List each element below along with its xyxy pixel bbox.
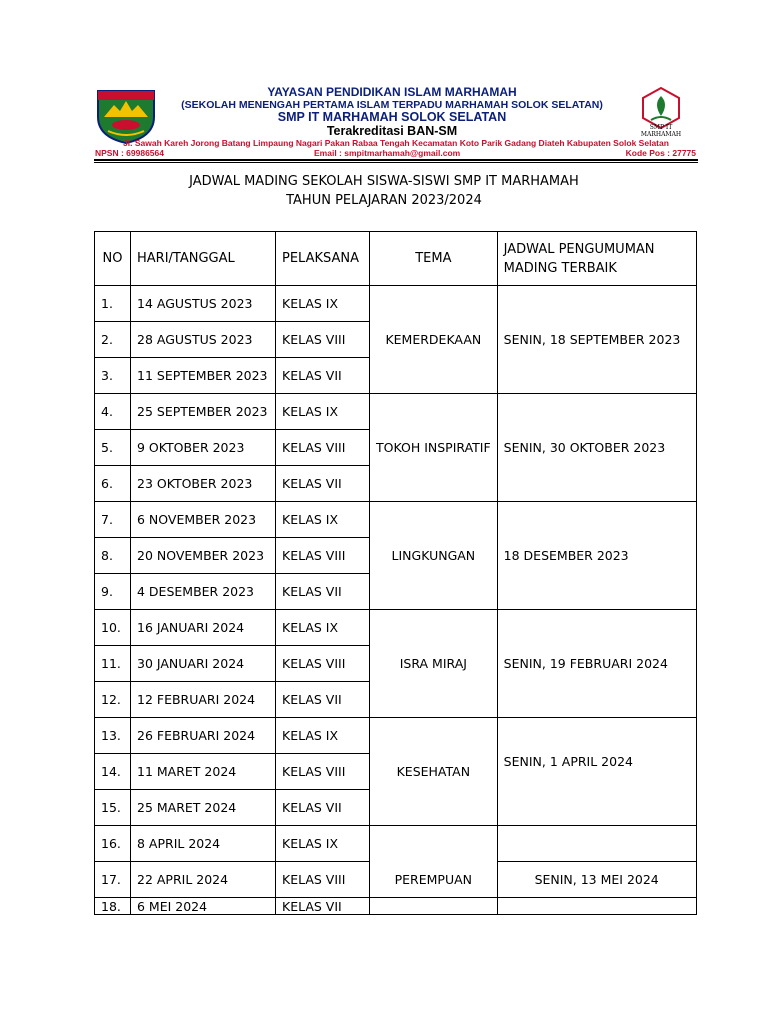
school-address: Jl. Sawah Kareh Jorong Batang Limpaung Nagari Pakan Rabaa Tengah Kecamatan Koto Parik Gadang Diateh Kabupaten Solok Selatan	[123, 138, 669, 148]
row-no: 11.	[95, 646, 131, 682]
row-executor: KELAS IX	[276, 826, 370, 862]
row-no: 1.	[95, 286, 131, 322]
row-no: 8.	[95, 538, 131, 574]
document-subtitle: TAHUN PELAJARAN 2023/2024	[286, 193, 482, 208]
table-row	[95, 826, 697, 862]
table-row	[95, 898, 697, 915]
letterhead-divider-thin	[94, 162, 698, 163]
row-executor: KELAS VIII	[276, 646, 370, 682]
row-date: 12 FEBRUARI 2024	[131, 682, 276, 718]
header-executor: PELAKSANA	[276, 232, 370, 286]
theme-spacer	[370, 826, 498, 862]
row-executor: KELAS VII	[276, 466, 370, 502]
row-no: 2.	[95, 322, 131, 358]
group-theme: KEMERDEKAAN	[370, 286, 498, 394]
row-no: 4.	[95, 394, 131, 430]
row-executor: KELAS IX	[276, 502, 370, 538]
school-logo-caption-line-1: SMP IT	[649, 124, 673, 131]
row-date: 11 MARET 2024	[131, 754, 276, 790]
row-no: 3.	[95, 358, 131, 394]
table-row	[95, 862, 697, 898]
group-announcement: SENIN, 1 APRIL 2024	[497, 718, 696, 826]
row-no: 12.	[95, 682, 131, 718]
foundation-name: YAYASAN PENDIDIKAN ISLAM MARHAMAH	[267, 85, 517, 99]
row-date: 25 MARET 2024	[131, 790, 276, 826]
group-theme: TOKOH INSPIRATIF	[370, 394, 498, 502]
row-no: 14.	[95, 754, 131, 790]
group-theme: KESEHATAN	[370, 718, 498, 826]
row-executor: KELAS VIII	[276, 862, 370, 898]
header-theme: TEMA	[370, 232, 498, 286]
school-name: SMP IT MARHAMAH SOLOK SELATAN	[277, 110, 507, 124]
school-logo-caption-line-2: MARHAMAH	[640, 131, 682, 138]
row-no: 6.	[95, 466, 131, 502]
table-row	[95, 610, 697, 646]
row-no: 13.	[95, 718, 131, 754]
group-announcement: SENIN, 30 OKTOBER 2023	[497, 394, 696, 502]
header-no: NO	[95, 232, 131, 286]
row-date: 28 AGUSTUS 2023	[131, 322, 276, 358]
row-no: 10.	[95, 610, 131, 646]
letterhead-divider	[94, 159, 698, 161]
announcement-empty-cell	[497, 898, 696, 915]
row-date: 6 NOVEMBER 2023	[131, 502, 276, 538]
row-date: 9 OKTOBER 2023	[131, 430, 276, 466]
group-announcement: 18 DESEMBER 2023	[497, 502, 696, 610]
row-date: 25 SEPTEMBER 2023	[131, 394, 276, 430]
row-date: 22 APRIL 2024	[131, 862, 276, 898]
table-row	[95, 718, 697, 754]
row-date: 26 FEBRUARI 2024	[131, 718, 276, 754]
group-announcement: SENIN, 13 MEI 2024	[497, 862, 696, 898]
row-executor: KELAS VII	[276, 790, 370, 826]
row-executor: KELAS VII	[276, 574, 370, 610]
group-theme: ISRA MIRAJ	[370, 610, 498, 718]
row-executor: KELAS IX	[276, 394, 370, 430]
row-executor: KELAS IX	[276, 718, 370, 754]
row-date: 6 MEI 2024	[131, 898, 276, 915]
table-row	[95, 286, 697, 322]
row-date: 4 DESEMBER 2023	[131, 574, 276, 610]
header-announcement: JADWAL PENGUMUMAN MADING TERBAIK	[497, 232, 696, 286]
row-no: 7.	[95, 502, 131, 538]
row-executor: KELAS VIII	[276, 322, 370, 358]
row-executor: KELAS VII	[276, 898, 370, 915]
table-row	[95, 394, 697, 430]
row-executor: KELAS VII	[276, 358, 370, 394]
mading-schedule-table	[94, 231, 697, 915]
row-date: 30 JANUARI 2024	[131, 646, 276, 682]
header-date: HARI/TANGGAL	[131, 232, 276, 286]
theme-empty-cell	[370, 898, 498, 915]
school-email: Email : smpitmarhamah@gmail.com	[314, 148, 461, 158]
row-executor: KELAS VIII	[276, 430, 370, 466]
row-executor: KELAS IX	[276, 610, 370, 646]
row-no: 17.	[95, 862, 131, 898]
postal-code: Kode Pos : 27775	[625, 148, 696, 158]
school-full-name: (SEKOLAH MENENGAH PERTAMA ISLAM TERPADU MARHAMAH SOLOK SELATAN)	[181, 99, 603, 111]
row-no: 9.	[95, 574, 131, 610]
row-no: 15.	[95, 790, 131, 826]
row-date: 14 AGUSTUS 2023	[131, 286, 276, 322]
row-date: 20 NOVEMBER 2023	[131, 538, 276, 574]
row-date: 16 JANUARI 2024	[131, 610, 276, 646]
group-announcement: SENIN, 18 SEPTEMBER 2023	[497, 286, 696, 394]
document-title: JADWAL MADING SEKOLAH SISWA-SISWI SMP IT MARHAMAH	[189, 174, 579, 189]
group-announcement: SENIN, 19 FEBRUARI 2024	[497, 610, 696, 718]
announcement-spacer	[497, 826, 696, 862]
row-executor: KELAS VIII	[276, 538, 370, 574]
row-date: 23 OKTOBER 2023	[131, 466, 276, 502]
row-no: 16.	[95, 826, 131, 862]
group-theme: PEREMPUAN	[370, 862, 498, 898]
row-date: 11 SEPTEMBER 2023	[131, 358, 276, 394]
row-no: 5.	[95, 430, 131, 466]
row-executor: KELAS VII	[276, 682, 370, 718]
row-date: 8 APRIL 2024	[131, 826, 276, 862]
table-header-row	[95, 232, 697, 286]
row-executor: KELAS VIII	[276, 754, 370, 790]
accreditation: Terakreditasi BAN-SM	[326, 124, 458, 138]
group-theme: LINGKUNGAN	[370, 502, 498, 610]
npsn: NPSN : 69986564	[95, 148, 164, 158]
table-row	[95, 502, 697, 538]
row-executor: KELAS IX	[276, 286, 370, 322]
row-no: 18.	[95, 898, 131, 915]
